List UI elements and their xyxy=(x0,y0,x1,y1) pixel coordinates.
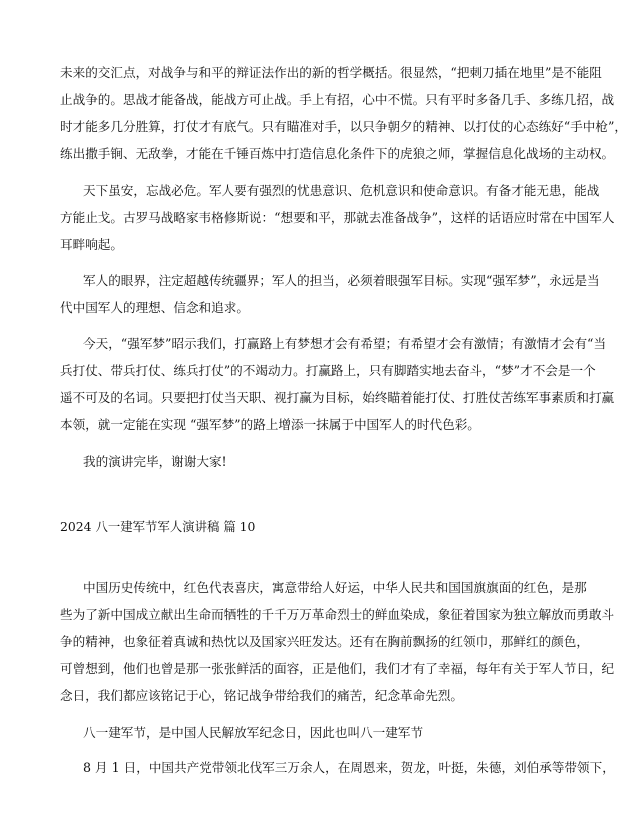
paragraph-line: 遥不可及的名词。只要把打仗当天职、视打赢为目标，始终瞄着能打仗、打胜仗苦练军事素质和打赢 xyxy=(60,390,615,405)
paragraph-line: 军人的眼界，注定超越传统疆界；军人的担当，必须着眼强军目标。实现“强军梦”，永远是当 xyxy=(83,273,600,288)
paragraph-line: 耳畔响起。 xyxy=(60,237,123,252)
paragraph-line: 中国历史传统中，红色代表喜庆，寓意带给人好运，中华人民共和国国旗旗面的红色，是那 xyxy=(83,580,587,595)
paragraph-line: 练出撒手锏、无敌拳，才能在千锤百炼中打造信息化条件下的虎狼之师，掌握信息化战场的主动权。 xyxy=(60,146,615,161)
paragraph-line: 代中国军人的理想、信念和追求。 xyxy=(60,300,249,315)
paragraph-line: 未来的交汇点，对战争与和平的辩证法作出的新的哲学概括。很显然，“把刺刀插在地里”是不能阻 xyxy=(60,65,602,80)
paragraph-line: 时才能多几分胜算，打仗才有底气。只有瞄准对手，以只争朝夕的精神、以打仗的心态练好“手中枪”， xyxy=(60,119,627,134)
paragraph-line: 可曾想到，他们也曾是那一张张鲜活的面容，正是他们，我们才有了幸福，每年有关于军人节日，纪 xyxy=(60,661,615,676)
section-heading: 2024 八一建军节军人演讲稿 篇 10 xyxy=(60,519,256,534)
paragraph-line: 些为了新中国成立献出生命而牺牲的千千万万革命烈士的鲜血染成，象征着国家为独立解放而勇敢斗 xyxy=(60,607,615,622)
closing-line: 我的演讲完毕，谢谢大家! xyxy=(83,454,227,469)
paragraph-line: 方能止戈。古罗马战略家韦格修斯说：“想要和平，那就去准备战争”，这样的话语应时常在中国军人 xyxy=(60,210,615,225)
paragraph-line: 止战争的。思战才能备战，能战方可止战。手上有招，心中不慌。只有平时多备几手、多练几招，战 xyxy=(60,92,615,107)
paragraph-line: 八一建军节，是中国人民解放军纪念日，因此也叫八一建军节 xyxy=(83,725,424,740)
paragraph-line: 8 月 1 日，中国共产党带领北伐军三万余人，在周恩来，贺龙，叶挺，朱德，刘伯承等带领下， xyxy=(83,760,615,775)
paragraph-line: 今天，“强军梦”昭示我们，打赢路上有梦想才会有希望；有希望才会有激情；有激情才会有“当 xyxy=(83,336,607,351)
paragraph-line: 兵打仗、带兵打仗、练兵打仗”的不竭动力。打赢路上，只有脚踏实地去奋斗，“梦”才不会是一个 xyxy=(60,363,596,378)
paragraph-line: 争的精神，也象征着真诚和热忱以及国家兴旺发达。还有在胸前飘扬的红领巾，那鲜红的颜色， xyxy=(60,634,589,649)
paragraph-line: 本领，就一定能在实现 “强军梦”的路上增添一抹属于中国军人的时代色彩。 xyxy=(60,417,480,432)
paragraph-line: 天下虽安，忘战必危。军人要有强烈的忧患意识、危机意识和使命意识。有备才能无患，能战 xyxy=(83,183,600,198)
paragraph-line: 念日，我们都应该铭记于心，铭记战争带给我们的痛苦，纪念革命先烈。 xyxy=(60,688,463,703)
